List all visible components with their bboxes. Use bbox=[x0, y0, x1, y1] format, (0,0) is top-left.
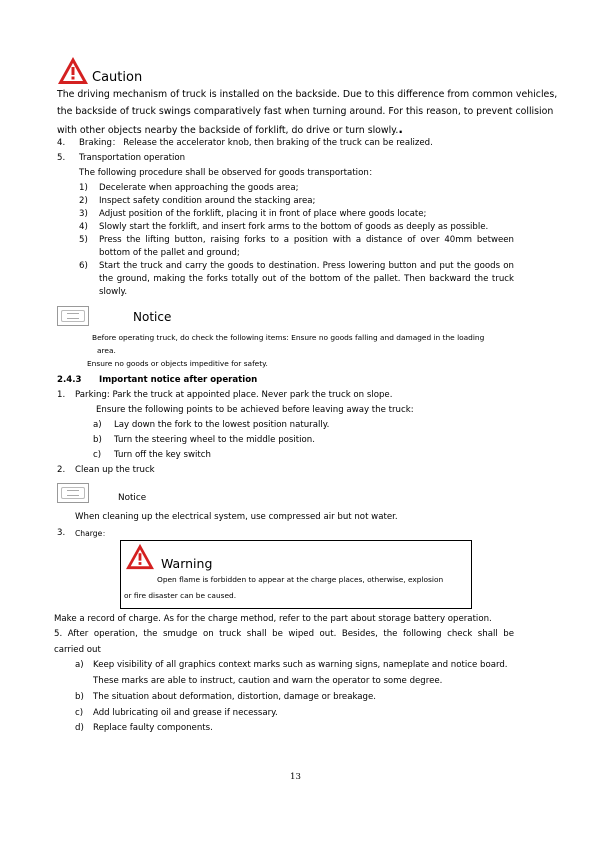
notice-1-line-3: Ensure no goods or objects impeditive for safety. bbox=[87, 359, 268, 368]
notice-2-hand-icon bbox=[57, 483, 89, 503]
item-4-number: 4. bbox=[57, 138, 66, 148]
warning-triangle-icon bbox=[125, 543, 155, 570]
check-d-text: Replace faulty components. bbox=[93, 723, 213, 733]
item-5-intro: The following procedure shall be observed for goods transportation： bbox=[79, 168, 378, 178]
step-5-line-1: Press the lifting button, raising forks to a position with a distance of over 40mm between bbox=[99, 235, 514, 245]
section-title: Important notice after operation bbox=[99, 375, 258, 385]
sub-c-text: Turn off the key switch bbox=[114, 450, 211, 460]
item-3-text: Charge： bbox=[75, 529, 110, 538]
step-6-number: 6) bbox=[79, 261, 88, 271]
after-item-2-number: 2. bbox=[57, 465, 66, 475]
step-1-number: 1) bbox=[79, 183, 88, 193]
notice-1-line-2: area. bbox=[97, 346, 116, 355]
item-5-title: Transportation operation bbox=[79, 153, 186, 163]
after-item-1-text: Parking: Park the truck at appointed place. Never park the truck on slope. bbox=[75, 390, 393, 400]
sub-b-number: b) bbox=[93, 435, 102, 445]
step-5-number: 5) bbox=[79, 235, 88, 245]
caution-end-mark: . bbox=[398, 122, 403, 136]
check-c-text: Add lubricating oil and grease if necessary. bbox=[93, 708, 278, 718]
item-5-number: 5. bbox=[57, 153, 66, 163]
check-c-number: c) bbox=[75, 708, 84, 718]
notice-1-line-1: Before operating truck, do check the following items: Ensure no goods falling and damaged in the loading bbox=[92, 333, 485, 342]
caution-line-3-text: with other objects nearby the backside of forklift, do drive or turn slowly. bbox=[57, 125, 399, 136]
step-6-line-1: Start the truck and carry the goods to destination. Press lowering button and put the goods on bbox=[99, 261, 514, 271]
check-a-line-2: These marks are able to instruct, caution and warn the operator to some degree. bbox=[93, 676, 443, 686]
notice-1-title: Notice bbox=[133, 310, 172, 324]
after-item-2-text: Clean up the truck bbox=[75, 465, 155, 475]
item-5b-line-1: 5. After operation, the smudge on truck shall be wiped out. Besides, the following check shall be bbox=[54, 629, 514, 639]
caution-line-2: the backside of truck swings comparatively fast when turning around. For this reason, to prevent collision bbox=[57, 106, 554, 117]
page-number: 13 bbox=[290, 772, 301, 782]
warning-title: Warning bbox=[161, 556, 213, 571]
step-1-text: Decelerate when approaching the goods area; bbox=[99, 183, 299, 193]
item-3-number: 3. bbox=[57, 528, 66, 538]
step-3-text: Adjust position of the forklift, placing it in front of place where goods locate; bbox=[99, 209, 427, 219]
notice-2-text: When cleaning up the electrical system, use compressed air but not water. bbox=[75, 512, 398, 522]
after-item-1-sub: Ensure the following points to be achieved before leaving away the truck: bbox=[96, 405, 414, 415]
caution-warning-triangle-icon bbox=[57, 56, 89, 85]
check-a-line-1: Keep visibility of all graphics context marks such as warning signs, nameplate and notice board. bbox=[93, 660, 508, 670]
caution-line-1: The driving mechanism of truck is installed on the backside. Due to this difference from common vehicles, bbox=[57, 89, 558, 100]
step-6-line-3: slowly. bbox=[99, 287, 128, 297]
sub-c-number: c) bbox=[93, 450, 102, 460]
notice-2-title: Notice bbox=[118, 493, 147, 503]
step-4-text: Slowly start the forklift, and insert fork arms to the bottom of goods as deeply as possible. bbox=[99, 222, 489, 232]
step-2-number: 2) bbox=[79, 196, 88, 206]
sub-a-text: Lay down the fork to the lowest position naturally. bbox=[114, 420, 330, 430]
check-b-text: The situation about deformation, distortion, damage or breakage. bbox=[93, 692, 377, 702]
step-6-line-2: the ground, making the forks totally out of the bottom of the pallet. Then backward the truck bbox=[99, 274, 514, 284]
sub-a-number: a) bbox=[93, 420, 102, 430]
caution-line-3 bbox=[57, 123, 403, 137]
sub-b-text: Turn the steering wheel to the middle position. bbox=[114, 435, 315, 445]
after-item-1-number: 1. bbox=[57, 390, 66, 400]
step-5-line-2: bottom of the pallet and ground; bbox=[99, 248, 240, 258]
caution-title: Caution bbox=[92, 70, 143, 85]
check-d-number: d) bbox=[75, 723, 84, 733]
step-2-text: Inspect safety condition around the stacking area; bbox=[99, 196, 316, 206]
step-4-number: 4) bbox=[79, 222, 88, 232]
warning-line-2: or fire disaster can be caused. bbox=[124, 591, 237, 600]
section-number: 2.4.3 bbox=[57, 375, 82, 385]
charge-record-text: Make a record of charge. As for the charge method, refer to the part about storage battery operation. bbox=[54, 614, 492, 624]
warning-line-1: Open flame is forbidden to appear at the charge places, otherwise, explosion bbox=[157, 575, 444, 584]
check-b-number: b) bbox=[75, 692, 84, 702]
item-4-text: Braking： Release the accelerator knob, then braking of the truck can be realized. bbox=[79, 138, 433, 148]
item-5b-line-2: carried out bbox=[54, 645, 101, 655]
notice-hand-icon bbox=[57, 306, 89, 326]
check-a-number: a) bbox=[75, 660, 84, 670]
step-3-number: 3) bbox=[79, 209, 88, 219]
